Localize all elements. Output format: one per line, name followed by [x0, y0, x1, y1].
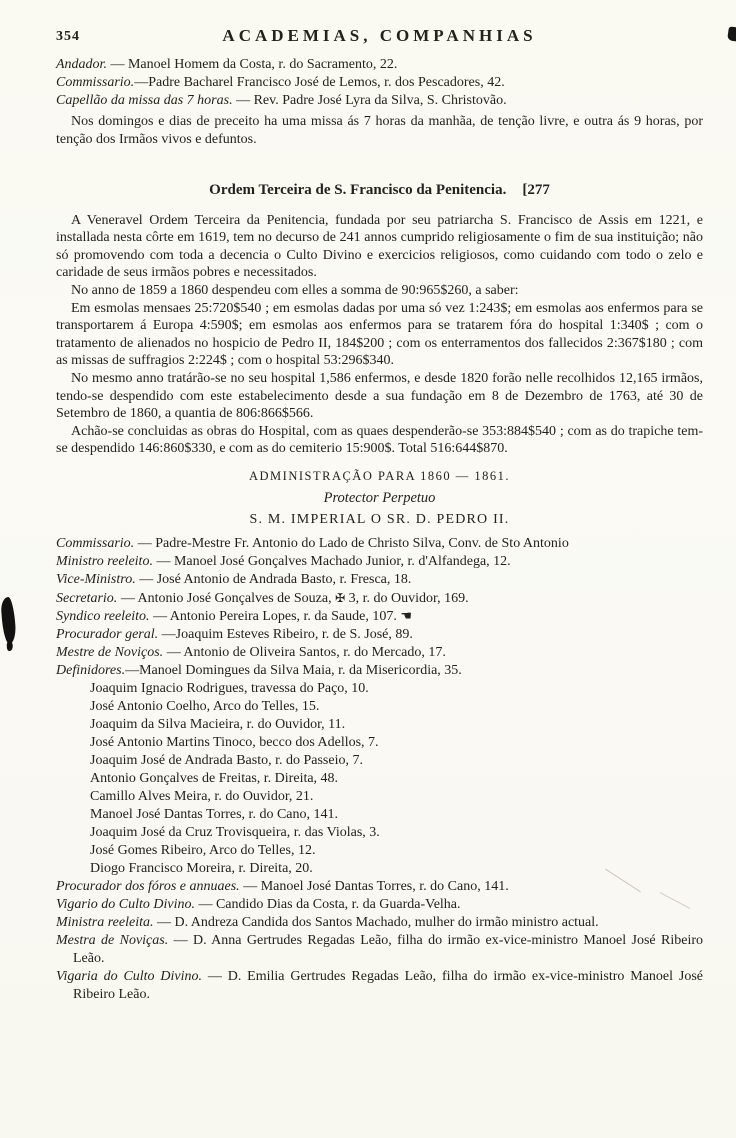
entry-andador [56, 56, 703, 74]
entry-syndico [56, 608, 703, 626]
list-item: Joaquim José da Cruz Trovisqueira, r. das Violas, 3. [90, 824, 380, 840]
entry-secretario [56, 589, 703, 608]
entry-text: José Antonio de Andrada Basto, r. Fresca, 18. [156, 571, 412, 587]
section-paragraph: A Veneravel Ordem Terceira da Penitencia, fundada por seu patriarcha S. Francisco de Assis em 1221, e installada nesta côrte em 1619, tem no decurso de 241 annos cumprido religiosamente o fim de sua instituição; não só promovendo com toda a decencia o Culto Divino e exercicios religiosos, como cuidando com todo o zelo e caridade de seus irmãos pobres e necessitados. [56, 212, 703, 281]
entry-role: Mestra de Noviças. [56, 932, 169, 948]
entry-separator: — [194, 896, 216, 912]
entry-text: Manoel Homem da Costa, r. do Sacramento, 22. [127, 57, 398, 72]
entry-role: Commissario. [56, 535, 135, 551]
entry-separator: — [149, 608, 170, 624]
entry-role: Secretario. [56, 590, 118, 606]
section-title-text: Ordem Terceira de S. Francisco da Penitencia. [209, 181, 507, 198]
administration-entries [56, 535, 703, 1004]
mass-schedule-note: Nos domingos e dias de preceito ha uma missa ás 7 horas da manhãa, de tenção livre, e outra ás 9 horas, por tenção dos Irmãos vivos e defuntos. [56, 114, 703, 147]
entry-role: Ministra reeleita. [56, 914, 154, 930]
list-item: Diogo Francisco Moreira, r. Direita, 20. [90, 860, 313, 876]
cross-badge-icon: ✠ [335, 590, 346, 605]
list-item: José Antonio Coelho, Arco do Telles, 15. [90, 698, 320, 714]
entry-text: Antonio José Gonçalves de Souza, [137, 590, 336, 606]
entry-separator: — [153, 914, 175, 930]
definidores-list [56, 680, 703, 878]
entry-capellao [56, 92, 703, 110]
protector-title: Protector Perpetuo [323, 489, 436, 506]
entry-text: Joaquim Esteves Ribeiro, r. de S. José, 89. [175, 626, 413, 642]
entry-vigario [56, 896, 703, 914]
entry-mestra-novicas [56, 932, 703, 968]
administration-heading-block [56, 469, 703, 528]
page-number: 354 [56, 29, 80, 44]
entry-role: Commissario. [56, 74, 135, 90]
entry-role: Vigaria do Culto Divino. [56, 968, 203, 984]
section-paragraph: Achão-se concluidas as obras do Hospital, com as quaes despenderão-se 353:884$540 ; com as do trapiche tem-se despendido 146:860$330, e com as do cemiterio 15:900$. Total 516:644$870. [56, 423, 703, 457]
list-item: Joaquim Ignacio Rodrigues, travessa do Paço, 10. [90, 680, 369, 696]
entry-procurador-foros [56, 878, 703, 896]
entry-commissario-admin [56, 535, 703, 553]
list-item: Joaquim José de Andrada Basto, r. do Passeio, 7. [90, 752, 363, 768]
entry-commissario [56, 74, 703, 92]
entry-separator: — [117, 590, 138, 606]
entry-role: Mestre de Noviços. [56, 644, 164, 660]
section-paragraph: No mesmo anno tratárão-se no seu hospital 1,586 enfermos, e desde 1820 forão nelle recolhidos 12,165 irmãos, tendo-se despendido com este estabelecimento desde a sua fundação em 8 de Dezembro de 1763, até 30 de Setembro de 1860, a quantia de 806:866$566. [56, 370, 703, 422]
list-item: Antonio Gonçalves de Freitas, r. Direita, 48. [90, 770, 339, 786]
entry-text: Padre Bacharel Francisco José de Lemos, r. dos Pescadores, 42. [148, 74, 505, 90]
entry-separator: — [202, 968, 228, 984]
list-item: José Antonio Martins Tinoco, becco dos Adellos, 7. [90, 734, 379, 750]
entry-separator: — [125, 662, 140, 678]
entry-separator: — [134, 74, 149, 90]
entry-text: Rev. Padre José Lyra da Silva, S. Christovão. [253, 92, 507, 108]
entry-text: 3, r. do Ouvidor, 169. [345, 590, 469, 606]
protector-name: S. M. IMPERIAL O SR. D. PEDRO II. [249, 511, 510, 527]
entry-definidores [56, 662, 703, 680]
entry-separator: — [158, 626, 176, 642]
section-paragraph: Em esmolas mensaes 25:720$540 ; em esmolas dadas por uma só vez 1:243$; em esmolas aos enfermos para se transportarem á Europa 4:590$; em esmolas aos enfermos para se tratarem fóra do hospital 1:340$ ; com o tratamento de alienados no hospicio de Pedro II, 184$200 ; com os enterramentos dos fallecidos 2:367$180 ; com as missas de suffragios 2:224$ ; com o hospital 53:296$340. [56, 300, 703, 369]
entry-role: Syndico reeleito. [56, 608, 150, 624]
entry-text: Manoel José Dantas Torres, r. do Cano, 141. [260, 878, 509, 894]
list-item: Joaquim da Silva Macieira, r. do Ouvidor, 11. [90, 716, 346, 732]
section-title [56, 182, 703, 199]
administration-title: ADMINISTRAÇÃO PARA 1860 — 1861. [249, 468, 510, 483]
entry-vice-ministro [56, 571, 703, 589]
list-item: José Gomes Ribeiro, Arco do Telles, 12. [90, 842, 316, 858]
entry-separator: — [106, 57, 128, 72]
section-reference-number: [277 [522, 181, 550, 198]
entry-text: Manoel José Gonçalves Machado Junior, r. d'Alfandega, 12. [173, 553, 511, 569]
list-item: Camillo Alves Meira, r. do Ouvidor, 21. [90, 788, 314, 804]
entry-ministro [56, 553, 703, 571]
entry-text: Antonio Pereira Lopes, r. da Saude, 107. [169, 608, 397, 624]
entry-role: Vice-Ministro. [56, 571, 136, 587]
page-header [56, 26, 703, 52]
entry-text: Candido Dias da Costa, r. da Guarda-Velha. [215, 896, 461, 912]
section-paragraph: No anno de 1859 a 1860 despendeu com elles a somma de 90:965$260, a saber: [71, 282, 519, 298]
entry-role: Definidores. [56, 662, 126, 678]
officer-list [56, 56, 703, 109]
entry-procurador-geral [56, 626, 703, 644]
entry-separator: — [232, 92, 254, 108]
entry-separator: — [152, 553, 174, 569]
entry-mestre-novicos [56, 644, 703, 662]
entry-text: D. Emilia Gertrudes Regadas Leão, filha do irmão ex-vice-ministro Manoel José Ribeiro Leão. [73, 968, 703, 1002]
entry-separator: — [135, 571, 157, 587]
entry-separator: — [163, 644, 184, 660]
entry-text: Antonio de Oliveira Santos, r. do Mercado, 17. [183, 644, 446, 660]
running-title: ACADEMIAS, COMPANHIAS [222, 26, 537, 45]
entry-role: Capellão da missa das 7 horas. [56, 92, 233, 108]
entry-text: D. Andreza Candida dos Santos Machado, mulher do irmão ministro actual. [174, 914, 599, 930]
entry-role: Ministro reeleito. [56, 553, 153, 569]
entry-role: Procurador dos fóros e annuaes. [56, 878, 240, 894]
entry-ministra [56, 914, 703, 932]
entry-role: Procurador geral. [56, 626, 159, 642]
scan-corner-mark-artifact [727, 26, 736, 41]
ink-blot-artifact [0, 597, 16, 645]
entry-separator: — [134, 535, 156, 551]
entry-role: Andador. [56, 57, 107, 72]
entry-vigaria [56, 968, 703, 1004]
entry-text: Padre-Mestre Fr. Antonio do Lado de Christo Silva, Conv. de Sto Antonio [155, 535, 569, 551]
entry-text: Manoel Domingues da Silva Maia, r. da Misericordia, 35. [139, 662, 462, 678]
entry-role: Vigario do Culto Divino. [56, 896, 195, 912]
manicule-icon: ☚ [400, 608, 413, 624]
entry-separator: — [168, 932, 193, 948]
entry-text: D. Anna Gertrudes Regadas Leão, filha do irmão ex-vice-ministro Manoel José Ribeiro Leão. [73, 932, 703, 966]
list-item: Manoel José Dantas Torres, r. do Cano, 141. [90, 806, 339, 822]
entry-separator: — [239, 878, 261, 894]
